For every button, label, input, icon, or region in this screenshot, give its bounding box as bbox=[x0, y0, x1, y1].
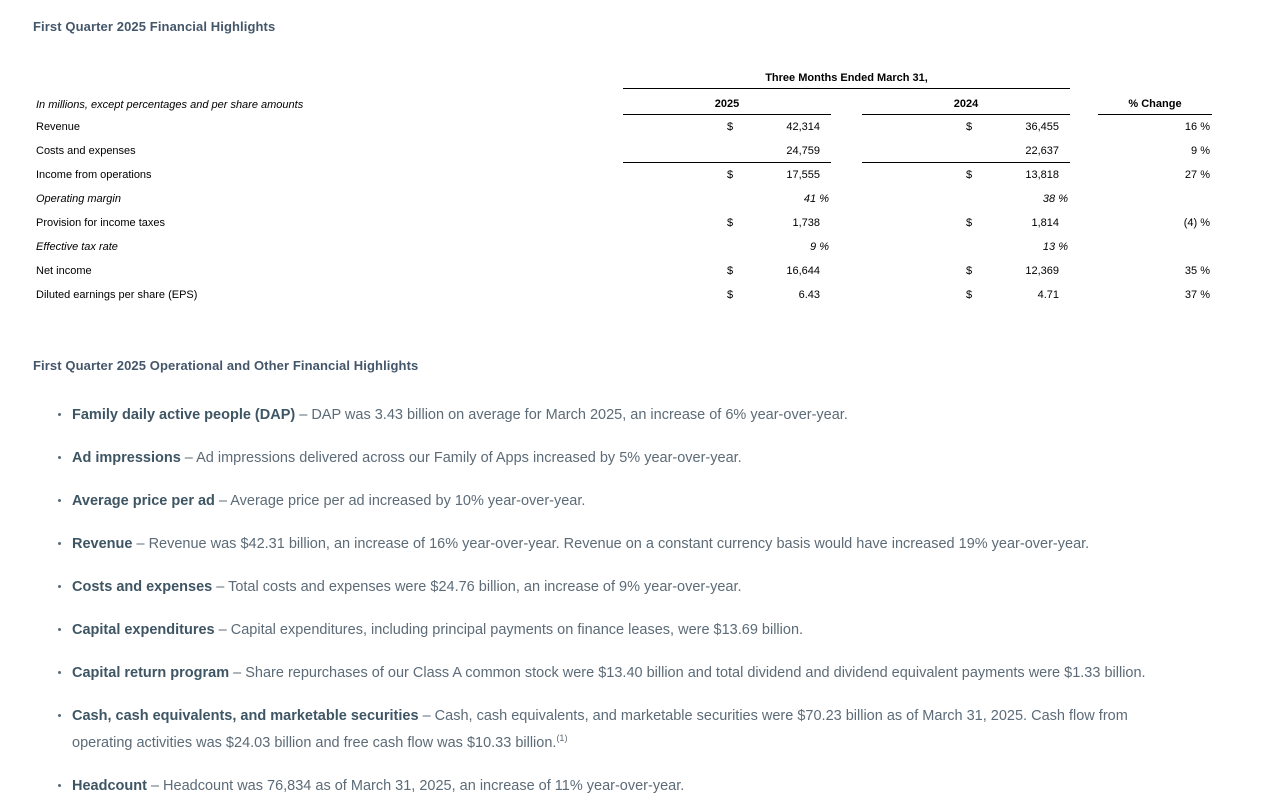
cell-2024 bbox=[862, 187, 1070, 211]
dollar-sign: $ bbox=[727, 121, 734, 133]
row-label: Costs and expenses bbox=[36, 145, 136, 157]
cell-2024 bbox=[862, 163, 1070, 187]
bullet-label: Headcount bbox=[72, 777, 147, 794]
list-item-revenue bbox=[58, 533, 1185, 555]
row-label: Effective tax rate bbox=[36, 241, 118, 253]
dollar-sign: $ bbox=[727, 169, 734, 181]
cell-2024 bbox=[862, 235, 1070, 259]
row-label: Revenue bbox=[36, 121, 81, 133]
row-label: Operating margin bbox=[36, 193, 121, 205]
cell-2024 bbox=[862, 283, 1070, 307]
financial-highlights-heading: First Quarter 2025 Financial Highlights bbox=[33, 19, 276, 34]
list-item-capital-expenditures bbox=[58, 619, 1185, 641]
dollar-sign: $ bbox=[966, 169, 973, 181]
column-header-2025: 2025 bbox=[623, 89, 831, 115]
cell-2025 bbox=[623, 163, 831, 187]
row-label: Diluted earnings per share (EPS) bbox=[36, 289, 198, 301]
value-2025: 42,314 bbox=[786, 121, 820, 133]
bullet-icon bbox=[58, 413, 61, 416]
list-item-dap bbox=[58, 404, 1185, 426]
value-2025: 1,738 bbox=[792, 217, 820, 229]
span-header-three-months: Three Months Ended March 31, bbox=[623, 72, 1070, 89]
value-2025: 9 % bbox=[810, 241, 829, 253]
spacer bbox=[831, 89, 862, 115]
value-2024: 36,455 bbox=[1025, 121, 1059, 133]
cell-2024 bbox=[862, 115, 1070, 139]
table-units-note: In millions, except percentages and per share amounts bbox=[36, 99, 304, 111]
value-pct-change: 37 % bbox=[1184, 289, 1210, 301]
value-2024: 13,818 bbox=[1025, 169, 1059, 181]
bullet-icon bbox=[58, 499, 61, 502]
bullet-icon bbox=[58, 714, 61, 717]
dollar-sign: $ bbox=[727, 217, 734, 229]
dollar-sign: $ bbox=[966, 265, 973, 277]
value-2025: 41 % bbox=[803, 193, 829, 205]
value-pct-change: 16 % bbox=[1184, 121, 1210, 133]
dollar-sign: $ bbox=[966, 289, 973, 301]
highlights-bullet-list bbox=[58, 404, 1185, 812]
dollar-sign: $ bbox=[727, 265, 734, 277]
value-pct-change: 27 % bbox=[1184, 169, 1210, 181]
value-2025: 17,555 bbox=[786, 169, 820, 181]
value-2025: 24,759 bbox=[786, 144, 820, 157]
cell-2025 bbox=[623, 283, 831, 307]
financial-highlights-table bbox=[36, 67, 1212, 307]
cell-2025 bbox=[623, 115, 831, 139]
list-item-average-price-per-ad bbox=[58, 490, 1185, 512]
bullet-text: – Headcount was 76,834 as of March 31, 2025, an increase of 11% year-over-year. bbox=[146, 777, 685, 794]
cell-2024 bbox=[862, 259, 1070, 283]
bullet-text: – Cash, cash equivalents, and marketable securities were $70.23 billion as of March 31, 2025. Cash flow from operating activities was $24.03 billion and free cash flow was $10.33 billion. bbox=[72, 708, 1128, 751]
cell-2025 bbox=[623, 235, 831, 259]
dollar-sign: $ bbox=[727, 289, 734, 301]
row-label: Income from operations bbox=[36, 169, 152, 181]
bullet-text: – Total costs and expenses were $24.76 billion, an increase of 9% year-over-year. bbox=[212, 579, 742, 595]
table-column-header-row bbox=[36, 89, 1212, 115]
bullet-text: – Revenue was $42.31 billion, an increase of 16% year-over-year. Revenue on a constant currency basis would have increased 19% year-over-year. bbox=[132, 536, 1090, 552]
spacer bbox=[1070, 89, 1098, 115]
value-2024: 4.71 bbox=[1037, 289, 1059, 301]
row-label: Provision for income taxes bbox=[36, 217, 165, 229]
value-pct-change: (4) % bbox=[1183, 217, 1210, 229]
cell-2025 bbox=[623, 211, 831, 235]
bullet-label: Capital return program bbox=[72, 665, 230, 681]
table-row-effective-tax-rate bbox=[36, 235, 1212, 259]
dollar-sign: $ bbox=[966, 217, 973, 229]
list-item-ad-impressions bbox=[58, 447, 1185, 469]
bullet-icon bbox=[58, 671, 61, 674]
value-2024: 22,637 bbox=[1025, 144, 1059, 157]
spacer bbox=[1070, 67, 1098, 89]
list-item-cash-and-securities bbox=[58, 705, 1185, 754]
bullet-label: Ad impressions bbox=[72, 450, 181, 466]
value-2024: 13 % bbox=[1042, 241, 1068, 253]
bullet-icon bbox=[58, 456, 61, 459]
bullet-icon bbox=[58, 585, 61, 588]
bullet-label: Costs and expenses bbox=[72, 579, 213, 595]
cell-2025 bbox=[623, 259, 831, 283]
bullet-text: – Share repurchases of our Class A common stock were $13.40 billion and total dividend and dividend equivalent payments were $1.33 billion. bbox=[229, 665, 1146, 681]
column-header-pct-change: % Change bbox=[1098, 89, 1212, 115]
cell-2025 bbox=[623, 139, 831, 163]
bullet-icon bbox=[58, 784, 61, 787]
table-row-costs-and-expenses bbox=[36, 139, 1212, 163]
bullet-label: Family daily active people (DAP) bbox=[72, 407, 296, 423]
cell-2024 bbox=[862, 139, 1070, 163]
list-item-costs-and-expenses bbox=[58, 576, 1185, 598]
bullet-label: Revenue bbox=[72, 536, 133, 552]
table-row-operating-margin bbox=[36, 187, 1212, 211]
table-row-diluted-eps bbox=[36, 283, 1212, 307]
bullet-text: – Ad impressions delivered across our Family of Apps increased by 5% year-over-year. bbox=[180, 450, 742, 466]
table-row-revenue bbox=[36, 115, 1212, 139]
bullet-icon bbox=[58, 542, 61, 545]
bullet-label: Average price per ad bbox=[72, 493, 215, 509]
value-pct-change: 9 % bbox=[1191, 145, 1210, 157]
list-item-headcount bbox=[58, 775, 1185, 797]
table-row-income-from-operations bbox=[36, 163, 1212, 187]
table-span-header-row bbox=[36, 67, 1212, 89]
bullet-icon bbox=[58, 628, 61, 631]
cell-2025 bbox=[623, 187, 831, 211]
footnote-reference: (1) bbox=[556, 733, 568, 743]
operational-highlights-heading: First Quarter 2025 Operational and Other Financial Highlights bbox=[33, 358, 419, 373]
value-2024: 38 % bbox=[1042, 193, 1068, 205]
bullet-label: Cash, cash equivalents, and marketable securities bbox=[72, 708, 419, 724]
row-label: Net income bbox=[36, 265, 92, 277]
bullet-label: Capital expenditures bbox=[72, 622, 215, 638]
table-row-provision-for-income-taxes bbox=[36, 211, 1212, 235]
value-2025: 6.43 bbox=[798, 289, 820, 301]
bullet-text: – Capital expenditures, including principal payments on finance leases, were $13.69 billion. bbox=[214, 622, 804, 638]
column-header-2024: 2024 bbox=[862, 89, 1070, 115]
cell-2024 bbox=[862, 211, 1070, 235]
value-2024: 1,814 bbox=[1031, 217, 1059, 229]
list-item-capital-return-program bbox=[58, 662, 1185, 684]
bullet-text: – DAP was 3.43 billion on average for March 2025, an increase of 6% year-over-year. bbox=[295, 407, 848, 423]
dollar-sign: $ bbox=[966, 121, 973, 133]
value-pct-change: 35 % bbox=[1184, 265, 1210, 277]
value-2025: 16,644 bbox=[786, 265, 820, 277]
bullet-text: – Average price per ad increased by 10% year-over-year. bbox=[214, 493, 586, 509]
value-2024: 12,369 bbox=[1025, 265, 1059, 277]
table-row-net-income bbox=[36, 259, 1212, 283]
